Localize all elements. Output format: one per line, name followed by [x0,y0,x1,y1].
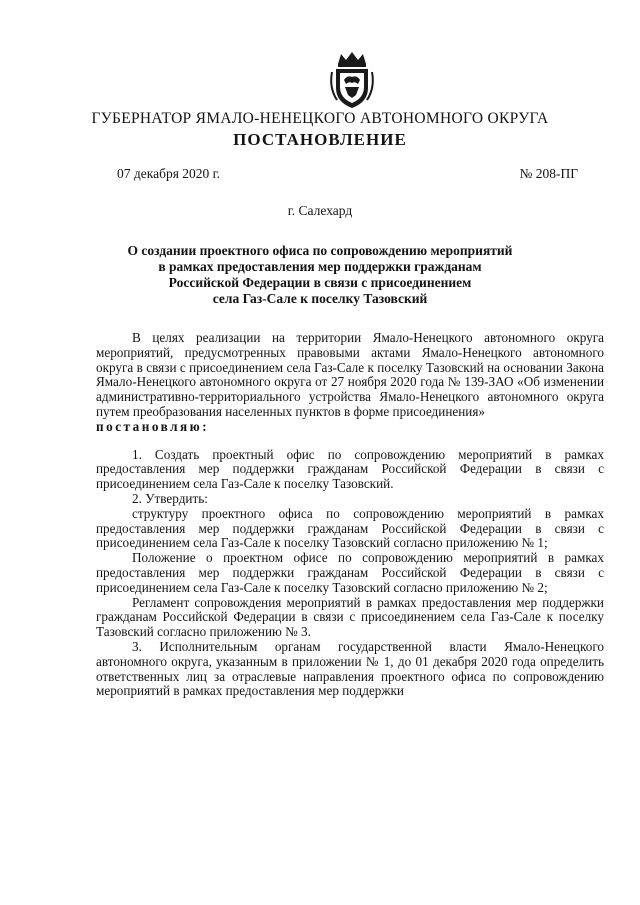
paragraph-2: 2. Утвердить: [132,490,208,506]
subject-line: села Газ-Сале к поселку Тазовский [212,291,428,306]
decree-word: постановляю: [96,418,210,434]
document-type: ПОСТАНОВЛЕНИЕ [233,130,407,149]
subject-line: О создании проектного офиса по сопровождению мероприятий [127,243,513,258]
coat-of-arms-icon [327,50,377,110]
subject-line: Российской Федерации в связи с присоединением [168,275,472,290]
document-city: г. Салехард [287,203,353,218]
paragraph-1: 1. Создать проектный офис по сопровождению мероприятий в рамках предоставления мер поддержки гражданам Российской Федерации в связи с присоединением села Газ-Сале к поселку Тазовский. [96,446,604,492]
paragraph-2c: Регламент сопровождения мероприятий в рамках предоставления мер поддержки гражданам Российской Федерации в связи с присоединением села Газ-Сале к поселку Тазовский согласно приложению № 3. [96,594,604,640]
subject-line: в рамках предоставления мер поддержки гражданам [158,259,482,274]
governor-title: ГУБЕРНАТОР ЯМАЛО-НЕНЕЦКОГО АВТОНОМНОГО ОКРУГА [91,110,549,127]
paragraph-2a: структуру проектного офиса по сопровождению мероприятий в рамках предоставления мер поддержки гражданам Российской Федерации в связи с присоединением села Газ-Сале к поселку Тазовский согласно приложению № 1; [96,505,604,551]
document-body [96,331,604,699]
preamble-paragraph: В целях реализации на территории Ямало-Ненецкого автономного округа мероприятий, предусмотренных правовыми актами Ямало-Ненецкого автономного округа в связи с присоединением села Газ-Сале к поселку Тазовский на основании Закона Ямало-Ненецкого автономного округа от 27 ноября 2020 года № 139-ЗАО «Об изменении административно-территориального устройства Ямало-Ненецкого автономного округа путем преобразования населенных пунктов в форме присоединения» [96,330,604,419]
document-date: 07 декабря 2020 г. [117,166,221,181]
paragraph-3: 3. Исполнительным органам государственной власти Ямало-Ненецкого автономного округа, указанным в приложении № 1, до 01 декабря 2020 года определить ответственных лиц за отраслевые направления проектного офиса по сопровождению мероприятий в рамках предоставления мер поддержки [96,638,604,699]
decree-word-line [96,420,604,435]
document-subject [118,243,522,307]
paragraph-2b: Положение о проектном офисе по сопровождению мероприятий в рамках предоставления мер поддержки гражданам Российской Федерации в связи с присоединением села Газ-Сале к поселку Тазовский согласно приложению № 2; [96,550,604,595]
document-number: № 208-ПГ [519,166,578,181]
